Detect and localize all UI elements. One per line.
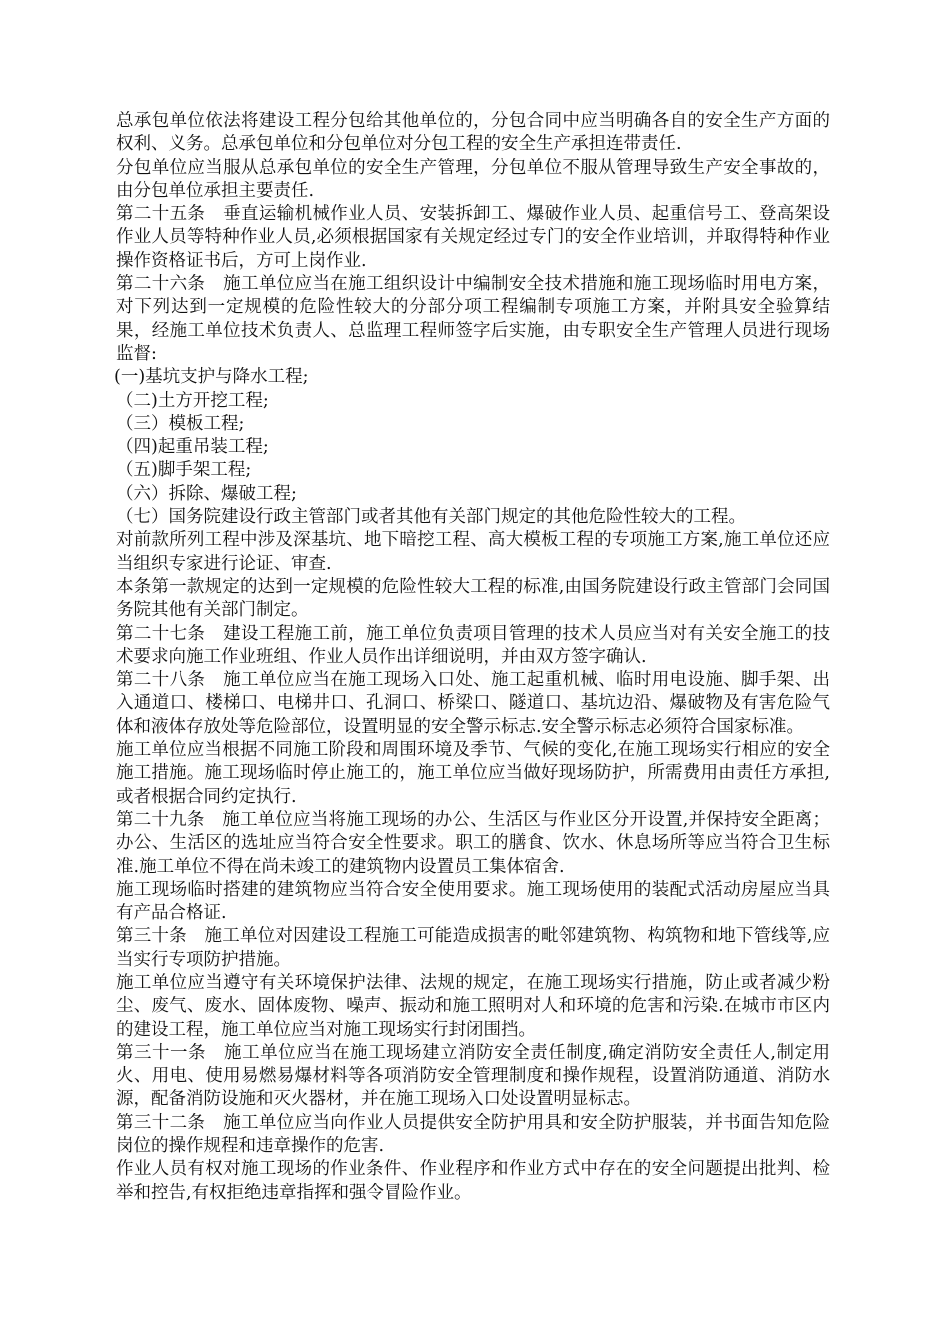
article-26-list <box>116 366 830 529</box>
article-31-paragraph: 第三十一条 施工单位应当在施工现场建立消防安全责任制度,确定消防安全责任人,制定用火、用电、使用易燃易爆材料等各项消防安全管理制度和操作规程，设置消防通道、消防水源，配备消防设施和灭火器材，并在施工现场入口处设置明显标志。 <box>116 1042 830 1110</box>
list-item: （六）拆除、爆破工程; <box>116 483 297 504</box>
article-27-paragraph: 第二十七条 建设工程施工前，施工单位负责项目管理的技术人员应当对有关安全施工的技术要求向施工作业班组、作业人员作出详细说明，并由双方签字确认. <box>116 623 830 667</box>
list-item: （三）模板工程; <box>116 413 245 434</box>
paragraph: 施工现场临时搭建的建筑物应当符合安全使用要求。施工现场使用的装配式活动房屋应当具有产品合格证. <box>116 879 830 924</box>
paragraph: 施工单位应当根据不同施工阶段和周围环境及季节、气候的变化,在施工现场实行相应的安全施工措施。施工现场临时停止施工的，施工单位应当做好现场防护，所需费用由责任方承担,或者根据合同约定执行. <box>116 740 830 807</box>
article-26-paragraph: 第二十六条 施工单位应当在施工组织设计中编制安全技术措施和施工现场临时用电方案，对下列达到一定规模的危险性较大的分部分项工程编制专项施工方案，并附具安全验算结果，经施工单位技术负责人、总监理工程师签字后实施，由专职安全生产管理人员进行现场监督: <box>116 274 830 364</box>
list-item: （五)脚手架工程; <box>116 460 252 481</box>
article-29-paragraph: 第二十九条 施工单位应当将施工现场的办公、生活区与作业区分开设置,并保持安全距离；办公、生活区的选址应当符合安全性要求。职工的膳食、饮水、休息场所等应当符合卫生标准.施工单位不得在尚未竣工的建筑物内设置员工集体宿舍. <box>116 809 830 877</box>
list-item: (一)基坑支护与降水工程; <box>114 367 309 388</box>
paragraph: 作业人员有权对施工现场的作业条件、作业程序和作业方式中存在的安全问题提出批判、检举和控告,有权拒绝违章指挥和强令冒险作业。 <box>116 1159 830 1203</box>
paragraph: 分包单位应当服从总承包单位的安全生产管理，分包单位不服从管理导致生产安全事故的，由分包单位承担主要责任. <box>116 157 830 201</box>
article-25-paragraph: 第二十五条 垂直运输机械作业人员、安装拆卸工、爆破作业人员、起重信号工、登高架设作业人员等特种作业人员,必须根据国家有关规定经过专门的安全作业培训，并取得特种作业操作资格证书后，方可上岗作业. <box>116 204 830 271</box>
article-30-paragraph: 第三十条 施工单位对因建设工程施工可能造成损害的毗邻建筑物、构筑物和地下管线等,应当实行专项防护措施。 <box>116 926 830 970</box>
paragraph: 本条第一款规定的达到一定规模的危险性较大工程的标准,由国务院建设行政主管部门会同国务院其他有关部门制定。 <box>116 576 830 621</box>
article-28-paragraph: 第二十八条 施工单位应当在施工现场入口处、施工起重机械、临时用电设施、脚手架、出入通道口、楼梯口、电梯井口、孔洞口、桥梁口、隧道口、基坑边沿、爆破物及有害危险气体和液体存放处等危险部位，设置明显的安全警示标志.安全警示标志必须符合国家标准。 <box>116 670 830 737</box>
paragraph: 对前款所列工程中涉及深基坑、地下暗挖工程、高大模板工程的专项施工方案,施工单位还应当组织专家进行论证、审查. <box>116 530 830 574</box>
paragraph: 施工单位应当遵守有关环境保护法律、法规的规定，在施工现场实行措施，防止或者减少粉尘、废气、废水、固体废物、噪声、振动和施工照明对人和环境的危害和污染.在城市市区内的建设工程，施工单位应当对施工现场实行封闭围挡。 <box>116 972 830 1040</box>
article-32-paragraph: 第三十二条 施工单位应当向作业人员提供安全防护用具和安全防护服装，并书面告知危险岗位的操作规程和违章操作的危害. <box>116 1112 830 1157</box>
list-item: （二)土方开挖工程; <box>116 390 269 411</box>
list-item: （四)起重吊装工程; <box>116 437 269 458</box>
paragraph: 总承包单位依法将建设工程分包给其他单位的，分包合同中应当明确各自的安全生产方面的权利、义务。总承包单位和分包单位对分包工程的安全生产承担连带责任. <box>116 111 830 155</box>
document-body <box>116 110 830 1205</box>
list-item: （七）国务院建设行政主管部门或者其他有关部门规定的其他危险性较大的工程。 <box>116 507 746 528</box>
